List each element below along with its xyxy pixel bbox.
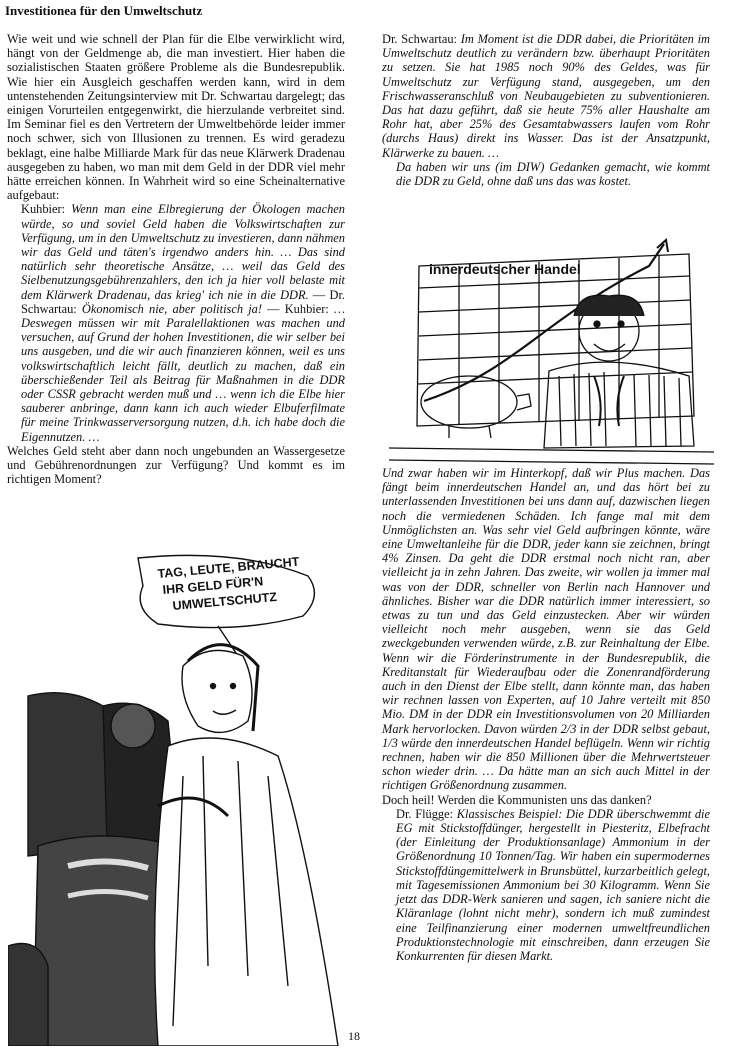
quote-text: Im Moment ist die DDR dabei, die Prioritäten im Umweltschutz deutlich zu verändern bzw. überhaupt Prioritäten zu setzen. Sie hat 1985 noch 90% des Geldes, was für Umweltschutz zur Verfügung stand, ausgegeben, um den Frischwasseranschluß von Neubaugebieten zu subventionieren. Das hat dazu geführt, daß sie heute 75% aller Haushalte am Rohr hat, aber 25% des Gesamtabwassers laufen vom Rohr (durchs Haus) direkt ins Wasser. Das ist der Ansatzpunkt, Klärwerke zu bauen. …: [382, 32, 710, 160]
question-paragraph: Doch heil! Werden die Kommunisten uns das danken?: [382, 792, 652, 807]
speech-bubble-line: IHR GELD FÜR'N: [162, 574, 264, 597]
fluegge-quote: [382, 807, 710, 963]
schwartau-quote: [382, 32, 710, 160]
quote-text: Klassisches Beispiel: Die DDR überschwemmt die EG mit Stickstoffdünger, hergestellt in Piesteritz, Elbefracht (der Einleitung der Produktionsanlage) Ammonium in der Größenordnung 10 Tonnen/Tag. Wir haben ein supermodernes Stickstoffdüngemittelwerk in Brunsbüttel, kurzarbeitlich gelegt, mit Tagesemissionen Ammonium bei 30 Kilogramm. Wenn Sie jetzt das DDR-Werk sanieren und sagen, ich saniere nicht die Kläranlage (lohnt nicht mehr), sondern ich muß zumindest eine Teilfinanzierung einer modernen umweltfreundlichen Produktionstechnologie mit einschreiben, dann erzeugen Sie Konkurrenten für diesen Markt.: [396, 806, 710, 963]
page-number: 18: [348, 1029, 360, 1043]
kuhbier-quote: [7, 202, 345, 443]
speaker-label: Kuhbier:: [21, 202, 72, 217]
money-cartoon-illustration: [8, 546, 345, 1046]
intro-paragraph: Wie weit und wie schnell der Plan für die Elbe verwirklicht wird, hängt von der Geldmenge ab, die man investiert. Hier haben die sozialistischen Staaten größere Probleme als die Bundesrepublik. Wie hier ein Ausgleich geschaffen werden kann, wird in dem untenstehenden Zeitungsinterview mit Dr. Schwartau dargelegt; das einigen Vorurteilen entgegenwirkt, die hierzulande verbreitet sind. Im Seminar fiel es den Vertretern der Umweltbehörde leider immer noch schwer, sich von Illusionen zu trennen. Es wird geradezu beklagt, eine halbe Milliarde Mark für das neue Klärwerk Dradenau ausgegeben zu haben, wo man mit dem Geld in der DDR viel mehr hätte erreichen können. In Wahrheit wird so eine Scheinalternative aufgebaut:: [7, 32, 345, 203]
quote-text: Wenn man eine Elbregierung der Ökologen machen würde, so und soviel Geld haben die Volkswirtschaften zur Verfügung, um in den Umweltschutz zu investieren, dann nähmen wir das Geld und täten's irgendwo anders hin. … Das sind natürlich sehr theoretische Ansätze, … weil das Geld des Sielbenutzungsgebührenzahlers, den ich ja hier voll belaste mit dem Klärwerk Dradenau, das krieg' ich nie in die DDR.: [21, 202, 345, 302]
speaker-label: — Dr. Schwartau:: [21, 287, 345, 316]
quote-text: Ökonomisch nie, aber politisch ja!: [81, 301, 262, 316]
trade-cartoon-illustration: [389, 226, 714, 470]
speech-bubble-line: TAG, LEUTE, BRAUCHT: [157, 554, 300, 581]
quote-text: Da haben wir uns (im DIW) Gedanken gemacht, wie kommt die DDR zu Geld, ohne daß uns das was kostet.: [396, 159, 710, 189]
speaker-label: Dr. Schwartau:: [382, 32, 461, 46]
quote-text: Und zwar haben wir im Hinterkopf, daß wir Plus machen. Das fängt beim innerdeutschen Handel an, und das hört bei zu unterlassenden Investitionen bei uns dann auf, dazwischen liegen noch die vermiedenen Schäden. Ich fange mal mit dem Unmöglichsten an. Was sehr viel Geld aufbringen könnte, wäre eine Umweltanleihe für die DDR, jeder kann sie zeichnen, bringt 4% Zinsen. Da geht die DDR erstmal noch nicht ran, aber vielleicht ja in zehn Jahren. Das zweite, wir wollen ja immer mal was von der DDR, schneller von Berlin nach Hannover und ähnliches. Bisher war die DDR natürlich immer interessiert, so etwas zu tun und das Geld einzustecken. Aber wir würden vielleicht noch mehr ausgeben, wenn sie das Geld zweckgebunden verwenden würde, z.B. zur Reinhaltung der Elbe. Wenn wir die Förderinstrumente in der Bundesrepublik, die Kreditanstalt für Wiederaufbau oder die Zonenrandförderung auch in den Dienst der Elbe stellt, dann könnte man, das haben wir rechnen lassen von Experten, auf 10 Jahre verteilt mit 850 Mio. DM in der DDR ein Investitionsvolumen von 20 Milliarden Mark hervorlocken. Davon würden 2/3 in der DDR selbst gebaut, 1/3 würde den innerdeutschen Handel beflügeln. Wenn wir richtig rechnen, haben wir die 850 Millionen über die Mehrwertsteuer schon wieder drin. … Da hätte man an sich auch Mittel in der richtigen Größenordnung zusammen.: [382, 466, 710, 793]
speech-bubble-line: UMWELTSCHUTZ: [172, 589, 278, 613]
speaker-label: Dr. Flügge:: [396, 806, 457, 821]
left-column: [7, 32, 345, 487]
question-paragraph: Welches Geld steht aber dann noch ungebunden an Wassergesetze und Gebührenordnungen zur Verfügung? Und kommt es im richtigen Moment?: [7, 443, 345, 487]
right-column-bottom: [382, 466, 710, 963]
speaker-label: — Kuhbier:: [261, 301, 334, 316]
article-title: Investitionea für den Umweltschutz: [5, 3, 203, 18]
quote-text: … Deswegen müssen wir mit Paralellaktionen was machen und versuchen, auf Grund der hohen Investitionen, die wir selber bei uns ausgeben, und die wir auch finanzieren können, weil es uns volkswirtschaftlich leicht fällt, deutlich zu machen, daß ein überschießender Teil als Beitrag für Maßnahmen in die DDR oder CSSR gebracht werden muß und … wenn ich die Elbe hier sauberer anbringe, dann kann ich auch wieder Elbuferfilmate für meine Trinkwasserversorgung nutzen, d.h. ich habe doch die Eigennutzen. …: [21, 301, 345, 444]
chart-caption: innerdeutscher Handel: [429, 261, 581, 277]
right-column-top: [382, 32, 710, 188]
